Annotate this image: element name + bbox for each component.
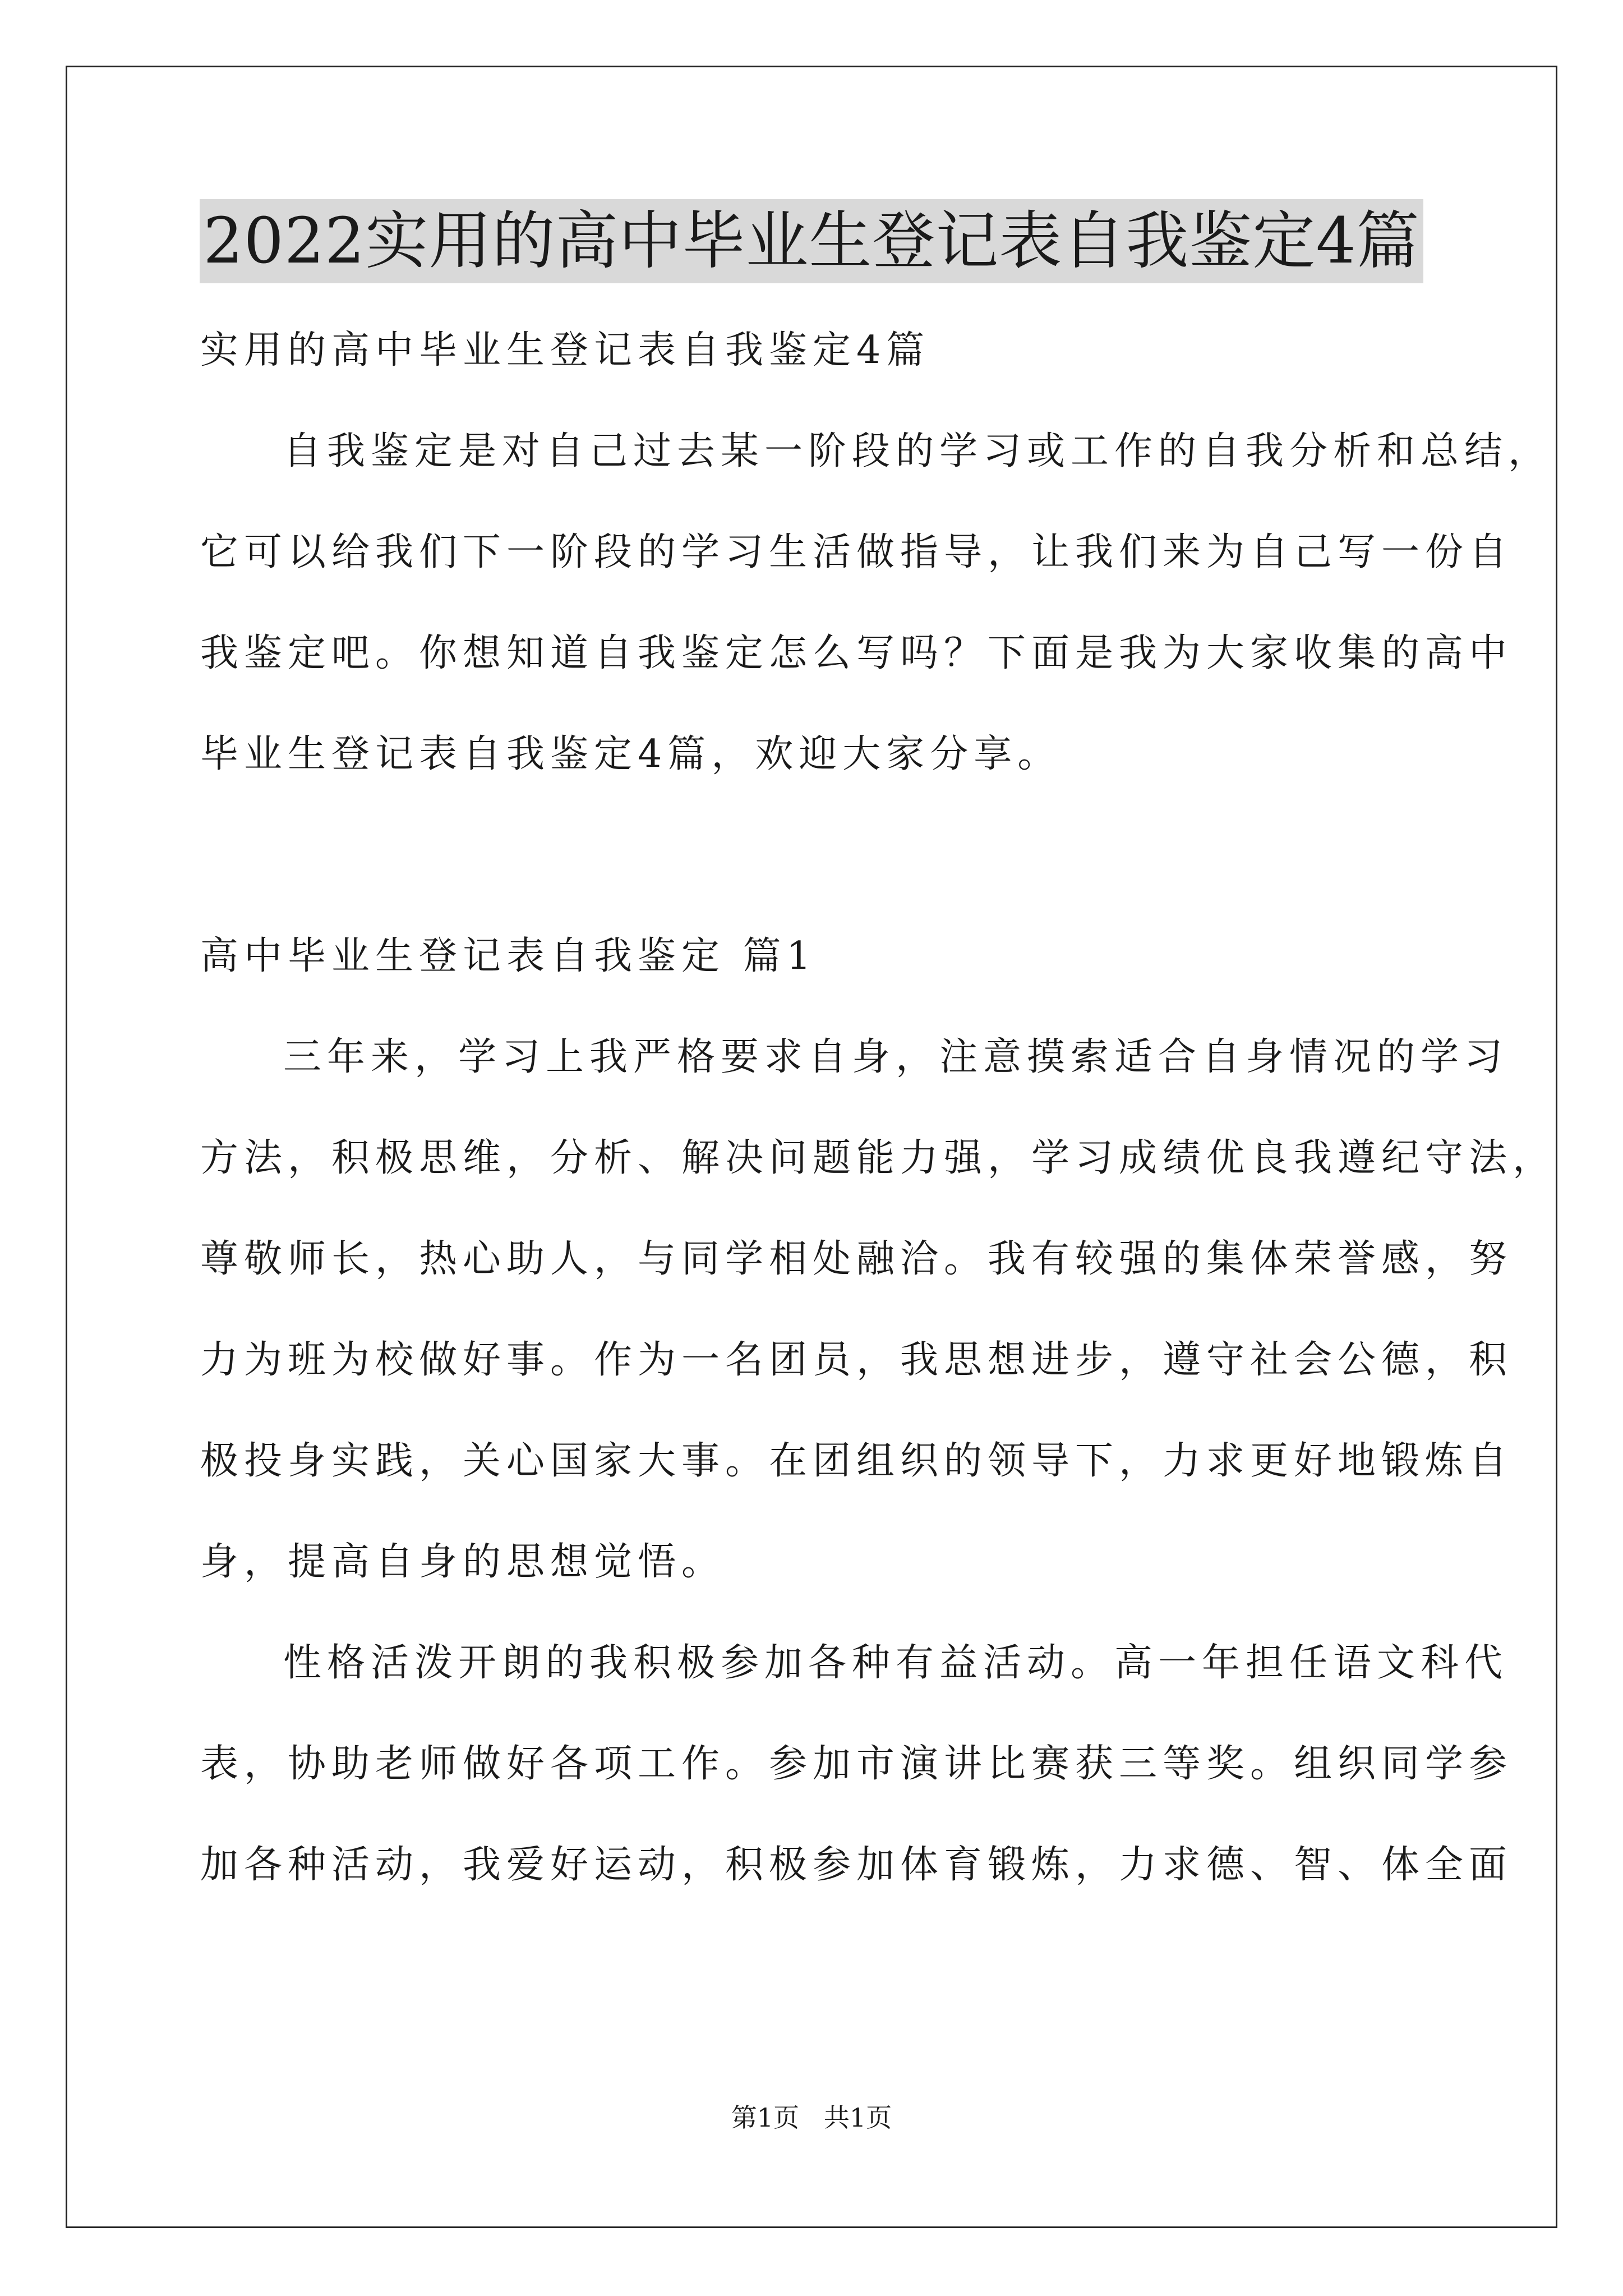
paragraph-line: 性格活泼开朗的我积极参加各种有益活动。高一年担任语文科代 <box>283 1641 1509 1685</box>
page-footer: 第1页 共1页 <box>731 2102 892 2133</box>
intro-line: 它可以给我们下一阶段的学习生活做指导，让我们来为自己写一份自 <box>200 530 1513 574</box>
paragraph-line: 身，提高自身的思想觉悟。 <box>200 1540 726 1584</box>
paragraph-line: 三年来，学习上我严格要求自身，注意摸索适合自身情况的学习 <box>283 1035 1509 1079</box>
document-body <box>200 300 1557 1916</box>
paragraph-line: 方法，积极思维，分析、解决问题能力强，学习成绩优良我遵纪守法， <box>200 1136 1557 1180</box>
paragraph-line: 极投身实践，关心国家大事。在团组织的领导下，力求更好地锻炼自 <box>200 1439 1513 1483</box>
paragraph-gap <box>200 805 1434 906</box>
title-container <box>0 199 1623 283</box>
paragraph-line: 表，协助老师做好各项工作。参加市演讲比赛获三等奖。组织同学参 <box>200 1742 1513 1786</box>
intro-line: 自我鉴定是对自己过去某一阶段的学习或工作的自我分析和总结， <box>283 429 1552 473</box>
document-title: 2022实用的高中毕业生登记表自我鉴定4篇 <box>200 199 1423 283</box>
intro-line: 我鉴定吧。你想知道自我鉴定怎么写吗？下面是我为大家收集的高中 <box>200 631 1513 675</box>
paragraph-line: 加各种活动，我爱好运动，积极参加体育锻炼，力求德、智、体全面 <box>200 1843 1513 1887</box>
section-heading: 高中毕业生登记表自我鉴定 篇1 <box>200 934 817 978</box>
paragraph-line: 尊敬师长，热心助人，与同学相处融洽。我有较强的集体荣誉感，努 <box>200 1237 1513 1281</box>
paragraph-line: 力为班为校做好事。作为一名团员，我思想进步，遵守社会公德，积 <box>200 1338 1513 1382</box>
document-subtitle: 实用的高中毕业生登记表自我鉴定4篇 <box>200 328 930 372</box>
intro-line: 毕业生登记表自我鉴定4篇，欢迎大家分享。 <box>200 732 1062 776</box>
